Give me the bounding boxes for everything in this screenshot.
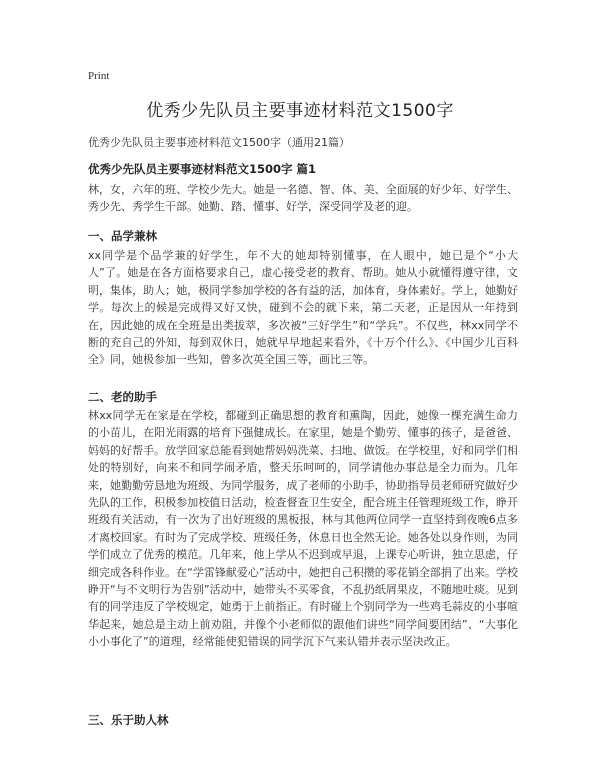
print-label[interactable]: Print: [88, 70, 110, 82]
piece-heading: 优秀少先队员主要事迹材料范文1500字 篇1: [88, 162, 317, 176]
document-title: 优秀少先队员主要事迹材料范文1500字: [146, 101, 454, 121]
section-body-1: xx同学是个品学兼的好学生，年不大的她却特别懂事，在人眼中，她已是个“小大人”了。她是在各方面格要求自己，虚心接受老的教育、帮助。她从小就懂得遵守律，文明，集体，助人；她，极同学参加学校的各有益的活，加体育，身体素好。学上，她勤好学。每次上的候是完成得又好又快，碰到不会的就下来，第二天老，正是因从一年持到在，因此她的成在全班是出类拔萃，多次被“三好学生”和“学兵”。不仅些，林xx同学不断的充自己的外知，每到双休日，她就早早地起来看外，《十万个什么》、《中国少儿百科全》同，她极参加一些知，曾多次英全国三等，画比三等。: [88, 249, 518, 367]
document-subtitle: 优秀少先队员主要事迹材料范文1500字（通用21篇）: [88, 136, 350, 149]
section-heading-1: 一、品学兼林: [88, 229, 157, 243]
section-body-2: 林xx同学无在家是在学校，都碰到正确思想的教育和熏陶，因此，她像一棵充满生命力的小苗儿，在阳光雨露的培育下强健成长。在家里，她是个勤劳、懂事的孩子，是爸爸、妈妈的好帮手。放学回家总能看到她帮妈妈洗菜、扫地、做饭。在学校里，好和同学们相处的特别好，向来不和同学闹矛盾，整天乐呵呵的，同学请他办事总是全力而为。几年来，她勤勤劳恳地为班级、为同学服务，成了老师的小助手，协助指导员老师研究做好少先队的工作，积极参加校值日活动，检查督查卫生安全，配合班主任管理班级工作，睁开班级有关活动，有一次为了出好班级的黑板报，林与其他两位同学一直坚持到夜晚6点多才离校回家。有时为了完成学校、班级任务，休息日也全然无论。她各处以身作则，为同学们成立了优秀的模范。几年来，他上学从不迟到或早退，上课专心听讲，独立思虑，仔细完成各科作业。在“学雷锋献爱心”活动中，她把自己积攒的零花销全部捐了出来。学校睁开“与不文明行为告别”活动中，她带头不买零食，不乱扔纸屑果皮，不随地吐痰。见到有的同学违反了学校规定，她勇于上前指正。有时碰上个别同学为一些鸡毛蒜皮的小事喧华起来，她总是主动上前劝阻，并像个小老师似的跟他们讲些“同学间要团结”、“大事化小小事化了”的道理，经常能使犯错误的同学沉下气来认错并表示坚决改正。: [88, 409, 518, 649]
section-heading-3: 三、乐于助人林: [88, 713, 169, 727]
section-heading-2: 二、老的助手: [88, 390, 157, 404]
intro-paragraph: 林，女，六年的班、学校少先大。她是一名德、智、体、美、全面展的好少年、好学生、秀少先、秀学生干部。她勤、踏、懂事、好学，深受同学及老的迎。: [88, 183, 518, 214]
